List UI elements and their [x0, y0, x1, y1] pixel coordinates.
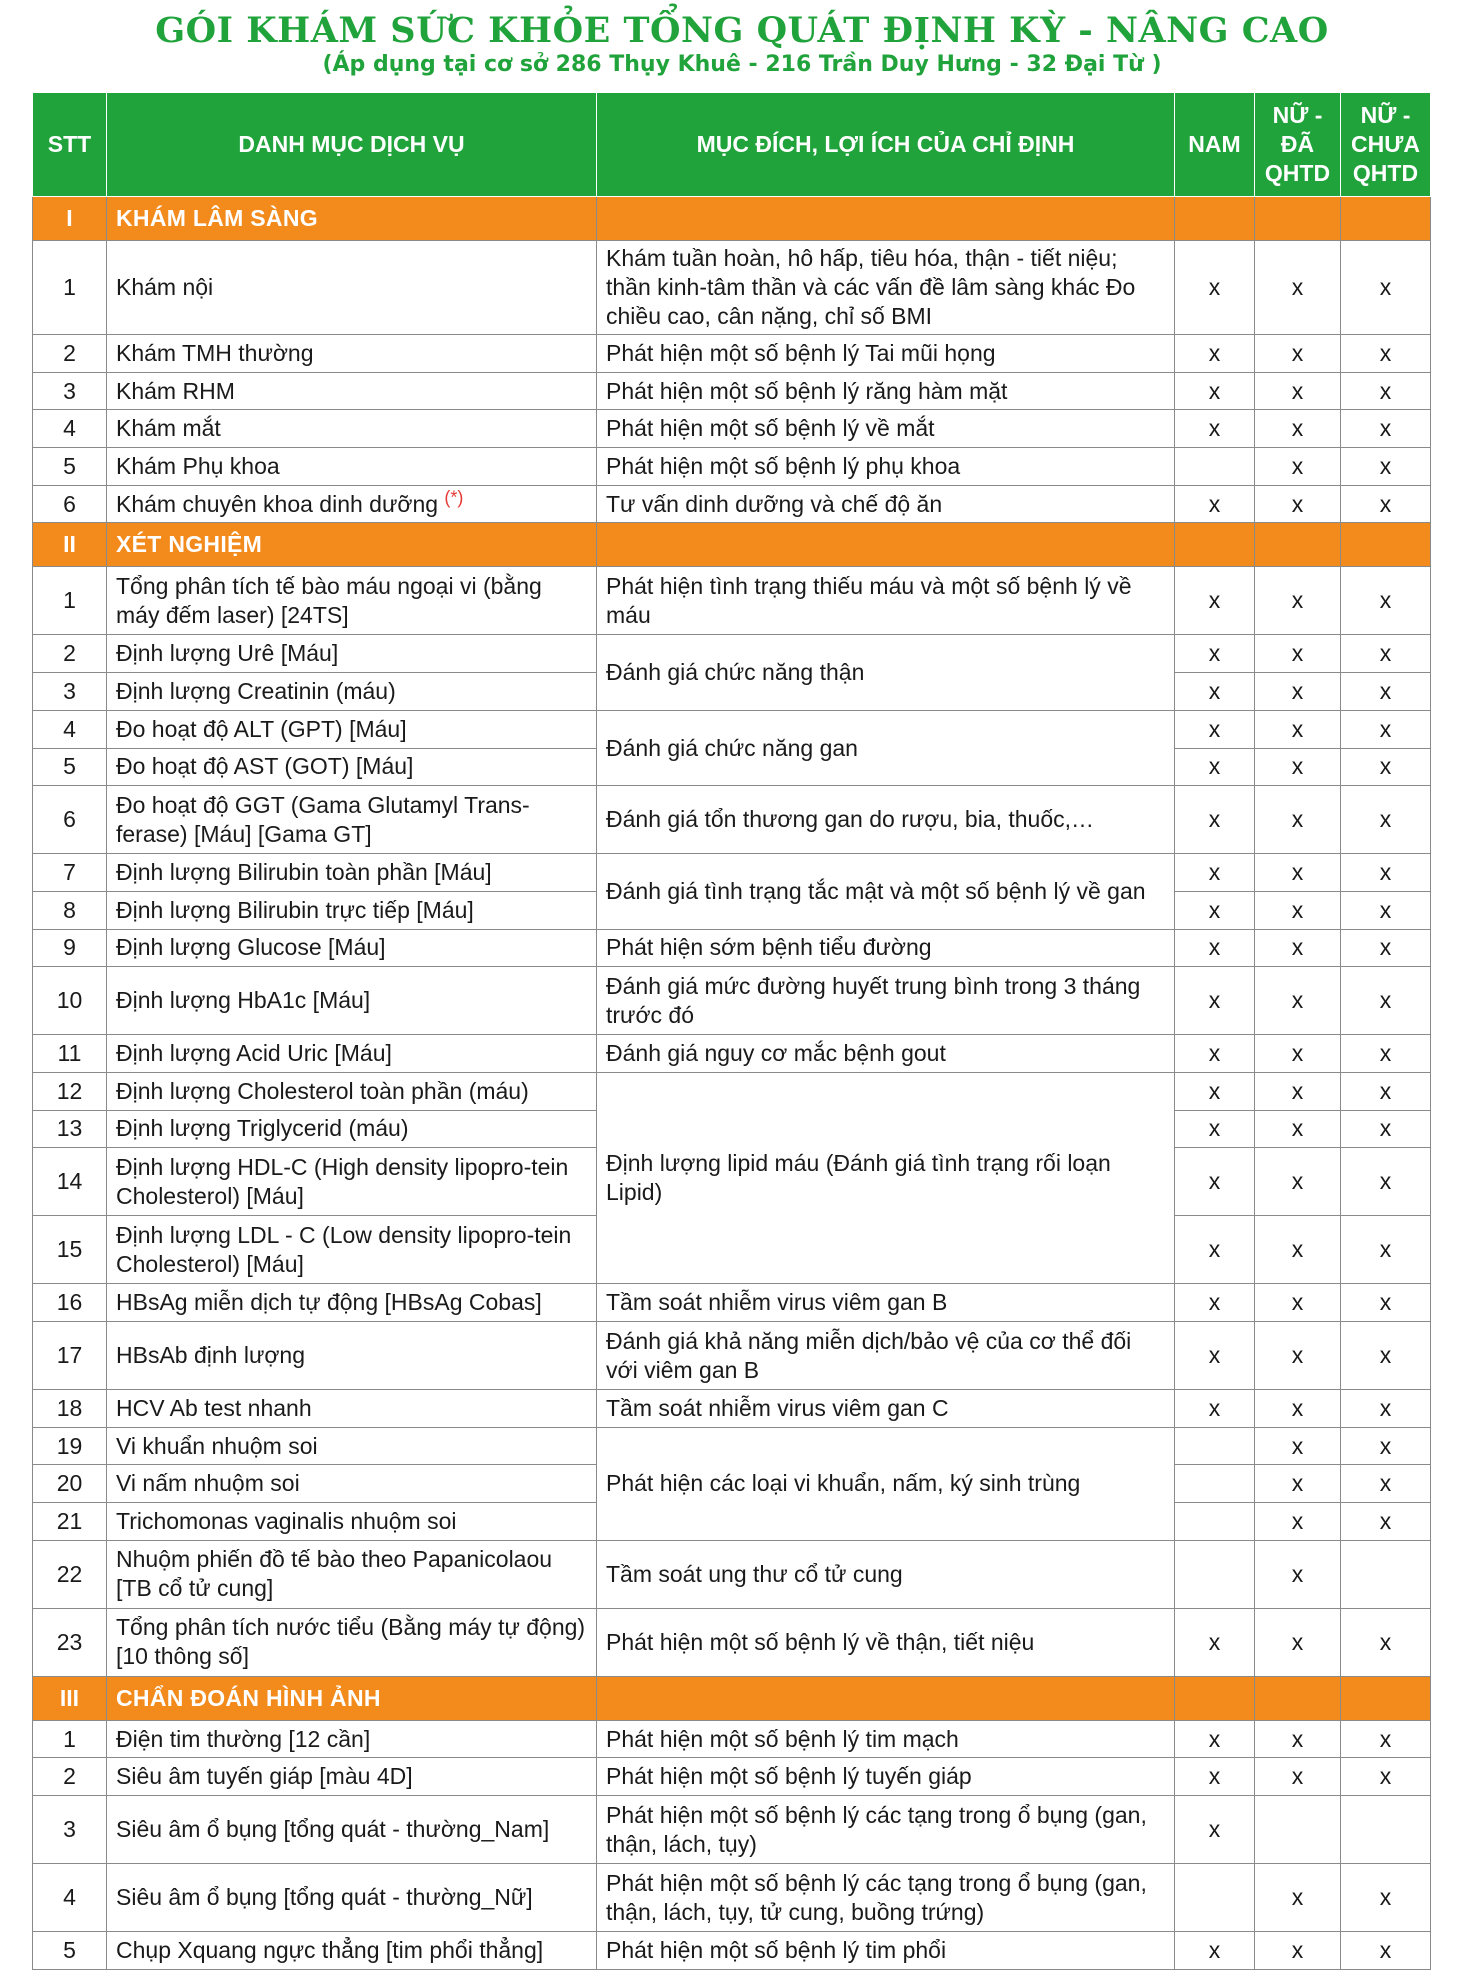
female-married-mark: x [1255, 1608, 1341, 1676]
purpose-cell: Tầm soát nhiễm virus viêm gan B [597, 1284, 1175, 1322]
female-married-mark: x [1255, 410, 1341, 448]
table-row: 4 Khám mắt Phát hiện một số bệnh lý về mắt x x x [33, 410, 1431, 448]
service-cell: Khám mắt [107, 410, 597, 448]
service-cell: Tổng phân tích nước tiểu (Bằng máy tự động) [10 thông số] [107, 1608, 597, 1676]
male-mark: x [1175, 410, 1255, 448]
female-married-mark: x [1255, 891, 1341, 929]
table-row: 6 Khám chuyên khoa dinh dưỡng (*) Tư vấn dinh dưỡng và chế độ ăn x x x [33, 485, 1431, 523]
table-row: 16 HBsAg miễn dịch tự động [HBsAg Cobas] Tầm soát nhiễm virus viêm gan B x x x [33, 1284, 1431, 1322]
service-cell: Nhuộm phiến đồ tế bào theo Papanicolaou [TB cổ tử cung] [107, 1540, 597, 1608]
female-unmarried-mark: x [1341, 485, 1431, 523]
service-cell: Định lượng Urê [Máu] [107, 635, 597, 673]
table-row: 12 Định lượng Cholesterol toàn phần (máu) Định lượng lipid máu (Đánh giá tình trạng rối loạn Lipid) x x x [33, 1072, 1431, 1110]
purpose-cell: Đánh giá khả năng miễn dịch/bảo vệ của cơ thể đối với viêm gan B [597, 1322, 1175, 1390]
note-mark: (*) [444, 486, 464, 507]
female-unmarried-mark: x [1341, 1427, 1431, 1465]
section-name: CHẨN ĐOÁN HÌNH ẢNH [107, 1676, 597, 1720]
female-unmarried-mark: x [1341, 1608, 1431, 1676]
table-row: 9 Định lượng Glucose [Máu] Phát hiện sớm bệnh tiểu đường x x x [33, 929, 1431, 967]
female-married-mark: x [1255, 748, 1341, 786]
male-mark: x [1175, 1148, 1255, 1216]
purpose-cell: Phát hiện một số bệnh lý tim mạch [597, 1720, 1175, 1758]
male-mark: x [1175, 1072, 1255, 1110]
purpose-cell: Phát hiện một số bệnh lý các tạng trong ổ bụng (gan, thận, lách, tụy, tử cung, buồng trứng) [597, 1864, 1175, 1932]
service-text: Khám chuyên khoa dinh dưỡng [116, 490, 439, 517]
service-cell: Khám Phụ khoa [107, 448, 597, 486]
table-row: 23 Tổng phân tích nước tiểu (Bằng máy tự động) [10 thông số] Phát hiện một số bệnh lý về thận, tiết niệu x x x [33, 1608, 1431, 1676]
female-unmarried-mark: x [1341, 410, 1431, 448]
male-mark: x [1175, 748, 1255, 786]
female-unmarried-mark: x [1341, 635, 1431, 673]
female-unmarried-mark: x [1341, 673, 1431, 711]
section-row [33, 197, 1431, 241]
female-married-mark: x [1255, 448, 1341, 486]
female-unmarried-mark: x [1341, 1720, 1431, 1758]
purpose-cell: Tầm soát nhiễm virus viêm gan C [597, 1390, 1175, 1428]
female-married-mark: x [1255, 635, 1341, 673]
male-mark: x [1175, 1758, 1255, 1796]
female-unmarried-mark: x [1341, 929, 1431, 967]
purpose-cell: Khám tuần hoàn, hô hấp, tiêu hóa, thận - tiết niệu; thần kinh-tâm thần và các vấn đề lâm sàng khác Đo chiều cao, cân nặng, chỉ số BMI [597, 241, 1175, 335]
table-row: 14 Định lượng HDL-C (High density lipopro-tein Cholesterol) [Máu] x x x [33, 1148, 1431, 1216]
purpose-cell: Phát hiện một số bệnh lý phụ khoa [597, 448, 1175, 486]
service-cell: Định lượng HbA1c [Máu] [107, 967, 597, 1035]
purpose-cell: Đánh giá chức năng gan [597, 710, 1175, 785]
female-married-mark: x [1255, 1864, 1341, 1932]
section-name: KHÁM LÂM SÀNG [107, 197, 597, 241]
female-unmarried-mark: x [1341, 1758, 1431, 1796]
service-cell: Trichomonas vaginalis nhuộm soi [107, 1503, 597, 1541]
service-cell: Điện tim thường [12 cần] [107, 1720, 597, 1758]
male-mark: x [1175, 786, 1255, 854]
male-mark: x [1175, 1035, 1255, 1073]
service-table [32, 92, 1431, 1970]
table-row: 1 Tổng phân tích tế bào máu ngoại vi (bằng máy đếm laser) [24TS] Phát hiện tình trạng thiếu máu và một số bệnh lý về máu x x x [33, 567, 1431, 635]
male-mark: x [1175, 1216, 1255, 1284]
header-stt: STT [33, 93, 107, 197]
header-female-unmarried: NỮ - CHƯA QHTD [1341, 93, 1431, 197]
service-cell: Định lượng Cholesterol toàn phần (máu) [107, 1072, 597, 1110]
female-married-mark: x [1255, 967, 1341, 1035]
table-row: 3 Khám RHM Phát hiện một số bệnh lý răng hàm mặt x x x [33, 372, 1431, 410]
service-cell: Chụp Xquang ngực thẳng [tim phổi thẳng] [107, 1932, 597, 1970]
female-unmarried-mark: x [1341, 786, 1431, 854]
purpose-cell: Phát hiện một số bệnh lý răng hàm mặt [597, 372, 1175, 410]
female-married-mark: x [1255, 485, 1341, 523]
table-row: 3 Siêu âm ổ bụng [tổng quát - thường_Nam] Phát hiện một số bệnh lý các tạng trong ổ bụng (gan, thận, lách, tụy) x [33, 1796, 1431, 1864]
table-row: 17 HBsAb định lượng Đánh giá khả năng miễn dịch/bảo vệ của cơ thể đối với viêm gan B x x x [33, 1322, 1431, 1390]
female-unmarried-mark: x [1341, 1864, 1431, 1932]
service-cell: Định lượng LDL - C (Low density lipopro-tein Cholesterol) [Máu] [107, 1216, 597, 1284]
purpose-cell: Phát hiện một số bệnh lý Tai mũi họng [597, 335, 1175, 373]
female-married-mark: x [1255, 1932, 1341, 1970]
male-mark: x [1175, 635, 1255, 673]
female-married-mark: x [1255, 1720, 1341, 1758]
female-married-mark: x [1255, 1148, 1341, 1216]
header-female-married: NỮ - ĐÃ QHTD [1255, 93, 1341, 197]
female-married-mark: x [1255, 1216, 1341, 1284]
purpose-cell: Đánh giá chức năng thận [597, 635, 1175, 710]
table-row: 10 Định lượng HbA1c [Máu] Đánh giá mức đường huyết trung bình trong 3 tháng trước đó x x x [33, 967, 1431, 1035]
section-number: III [33, 1676, 107, 1720]
section-row [33, 523, 1431, 567]
purpose-cell: Phát hiện sớm bệnh tiểu đường [597, 929, 1175, 967]
male-mark: x [1175, 1110, 1255, 1148]
purpose-cell: Phát hiện một số bệnh lý về mắt [597, 410, 1175, 448]
section-row [33, 1676, 1431, 1720]
female-unmarried-mark: x [1341, 967, 1431, 1035]
male-mark: x [1175, 1932, 1255, 1970]
female-married-mark: x [1255, 567, 1341, 635]
service-cell: HCV Ab test nhanh [107, 1390, 597, 1428]
male-mark: x [1175, 1390, 1255, 1428]
table-row: 20 Vi nấm nhuộm soi x x [33, 1465, 1431, 1503]
page-subtitle: (Áp dụng tại cơ sở 286 Thụy Khuê - 216 Trần Duy Hưng - 32 Đại Từ ) [322, 52, 1162, 77]
service-cell: HBsAb định lượng [107, 1322, 597, 1390]
female-married-mark: x [1255, 1758, 1341, 1796]
table-row: 11 Định lượng Acid Uric [Máu] Đánh giá nguy cơ mắc bệnh gout x x x [33, 1035, 1431, 1073]
male-mark: x [1175, 673, 1255, 711]
male-mark: x [1175, 335, 1255, 373]
table-row: 8 Định lượng Bilirubin trực tiếp [Máu] x x x [33, 891, 1431, 929]
table-row: 13 Định lượng Triglycerid (máu) x x x [33, 1110, 1431, 1148]
male-mark: x [1175, 1720, 1255, 1758]
service-cell: Vi nấm nhuộm soi [107, 1465, 597, 1503]
purpose-cell: Đánh giá nguy cơ mắc bệnh gout [597, 1035, 1175, 1073]
female-unmarried-mark: x [1341, 1503, 1431, 1541]
female-unmarried-mark: x [1341, 1284, 1431, 1322]
female-unmarried-mark: x [1341, 241, 1431, 335]
male-mark: x [1175, 1608, 1255, 1676]
page-title: GÓI KHÁM SỨC KHỎE TỔNG QUÁT ĐỊNH KỲ - NÂNG CAO [155, 10, 1329, 51]
service-cell: Siêu âm ổ bụng [tổng quát - thường_Nữ] [107, 1864, 597, 1932]
male-mark: x [1175, 567, 1255, 635]
service-cell: Đo hoạt độ GGT (Gama Glutamyl Trans-ferase) [Máu] [Gama GT] [107, 786, 597, 854]
section-number: I [33, 197, 107, 241]
purpose-cell: Phát hiện một số bệnh lý tim phổi [597, 1932, 1175, 1970]
female-married-mark: x [1255, 241, 1341, 335]
female-married-mark: x [1255, 1390, 1341, 1428]
service-cell: Định lượng Creatinin (máu) [107, 673, 597, 711]
female-unmarried-mark: x [1341, 1932, 1431, 1970]
female-unmarried-mark: x [1341, 1148, 1431, 1216]
female-married-mark: x [1255, 1322, 1341, 1390]
table-row: 7 Định lượng Bilirubin toàn phần [Máu] Đánh giá tình trạng tắc mật và một số bệnh lý về gan x x x [33, 854, 1431, 892]
service-cell [107, 485, 597, 523]
male-mark: x [1175, 710, 1255, 748]
header-service: DANH MỤC DỊCH VỤ [107, 93, 597, 197]
male-mark: x [1175, 485, 1255, 523]
table-row: 2 Định lượng Urê [Máu] Đánh giá chức năng thận x x x [33, 635, 1431, 673]
service-cell: Khám RHM [107, 372, 597, 410]
female-married-mark: x [1255, 786, 1341, 854]
service-cell: Đo hoạt độ AST (GOT) [Máu] [107, 748, 597, 786]
male-mark: x [1175, 1284, 1255, 1322]
purpose-cell: Tầm soát ung thư cổ tử cung [597, 1540, 1175, 1608]
service-cell: Siêu âm tuyến giáp [màu 4D] [107, 1758, 597, 1796]
table-row: 5 Khám Phụ khoa Phát hiện một số bệnh lý phụ khoa x x [33, 448, 1431, 486]
table-row: 21 Trichomonas vaginalis nhuộm soi x x [33, 1503, 1431, 1541]
female-married-mark: x [1255, 710, 1341, 748]
section-name: XÉT NGHIỆM [107, 523, 597, 567]
table-row: 2 Siêu âm tuyến giáp [màu 4D] Phát hiện một số bệnh lý tuyến giáp x x x [33, 1758, 1431, 1796]
section-number: II [33, 523, 107, 567]
service-cell: Vi khuẩn nhuộm soi [107, 1427, 597, 1465]
female-unmarried-mark: x [1341, 1035, 1431, 1073]
service-cell: Định lượng Bilirubin trực tiếp [Máu] [107, 891, 597, 929]
male-mark: x [1175, 241, 1255, 335]
female-unmarried-mark: x [1341, 748, 1431, 786]
male-mark: x [1175, 372, 1255, 410]
female-married-mark: x [1255, 1284, 1341, 1322]
table-row: 2 Khám TMH thường Phát hiện một số bệnh lý Tai mũi họng x x x [33, 335, 1431, 373]
female-unmarried-mark: x [1341, 1390, 1431, 1428]
table-row: 19 Vi khuẩn nhuộm soi Phát hiện các loại vi khuẩn, nấm, ký sinh trùng x x [33, 1427, 1431, 1465]
female-married-mark: x [1255, 335, 1341, 373]
table-row: 15 Định lượng LDL - C (Low density lipopro-tein Cholesterol) [Máu] x x x [33, 1216, 1431, 1284]
service-cell: HBsAg miễn dịch tự động [HBsAg Cobas] [107, 1284, 597, 1322]
table-row: 1 Điện tim thường [12 cần] Phát hiện một số bệnh lý tim mạch x x x [33, 1720, 1431, 1758]
header-male: NAM [1175, 93, 1255, 197]
table-header-row [33, 93, 1431, 197]
service-cell: Định lượng Bilirubin toàn phần [Máu] [107, 854, 597, 892]
female-unmarried-mark: x [1341, 1465, 1431, 1503]
purpose-cell: Phát hiện một số bệnh lý tuyến giáp [597, 1758, 1175, 1796]
purpose-cell: Đánh giá tình trạng tắc mật và một số bệnh lý về gan [597, 854, 1175, 929]
female-married-mark: x [1255, 1540, 1341, 1608]
female-married-mark: x [1255, 1072, 1341, 1110]
header-purpose: MỤC ĐÍCH, LỢI ÍCH CỦA CHỈ ĐỊNH [597, 93, 1175, 197]
male-mark: x [1175, 929, 1255, 967]
female-married-mark: x [1255, 929, 1341, 967]
female-unmarried-mark: x [1341, 1322, 1431, 1390]
female-married-mark: x [1255, 673, 1341, 711]
male-mark: x [1175, 1796, 1255, 1864]
purpose-cell: Định lượng lipid máu (Đánh giá tình trạng rối loạn Lipid) [597, 1072, 1175, 1283]
male-mark: x [1175, 891, 1255, 929]
service-cell: Định lượng Triglycerid (máu) [107, 1110, 597, 1148]
male-mark: x [1175, 854, 1255, 892]
female-married-mark: x [1255, 1035, 1341, 1073]
female-married-mark: x [1255, 1110, 1341, 1148]
purpose-cell: Phát hiện tình trạng thiếu máu và một số bệnh lý về máu [597, 567, 1175, 635]
table-row: 6 Đo hoạt độ GGT (Gama Glutamyl Trans-ferase) [Máu] [Gama GT] Đánh giá tổn thương gan do rượu, bia, thuốc,… x x x [33, 786, 1431, 854]
table-row: 18 HCV Ab test nhanh Tầm soát nhiễm virus viêm gan C x x x [33, 1390, 1431, 1428]
female-unmarried-mark: x [1341, 710, 1431, 748]
table-row: 5 Đo hoạt độ AST (GOT) [Máu] x x x [33, 748, 1431, 786]
purpose-cell: Đánh giá mức đường huyết trung bình trong 3 tháng trước đó [597, 967, 1175, 1035]
table-row: 4 Siêu âm ổ bụng [tổng quát - thường_Nữ] Phát hiện một số bệnh lý các tạng trong ổ bụng (gan, thận, lách, tụy, tử cung, buồng trứng) x x [33, 1864, 1431, 1932]
service-cell: Tổng phân tích tế bào máu ngoại vi (bằng máy đếm laser) [24TS] [107, 567, 597, 635]
female-unmarried-mark: x [1341, 854, 1431, 892]
service-cell: Khám nội [107, 241, 597, 335]
female-unmarried-mark: x [1341, 372, 1431, 410]
female-married-mark: x [1255, 854, 1341, 892]
purpose-cell: Tư vấn dinh dưỡng và chế độ ăn [597, 485, 1175, 523]
purpose-cell: Phát hiện một số bệnh lý các tạng trong ổ bụng (gan, thận, lách, tụy) [597, 1796, 1175, 1864]
purpose-cell: Đánh giá tổn thương gan do rượu, bia, thuốc,… [597, 786, 1175, 854]
table-row: 3 Định lượng Creatinin (máu) x x x [33, 673, 1431, 711]
female-unmarried-mark: x [1341, 1216, 1431, 1284]
service-cell: Định lượng Acid Uric [Máu] [107, 1035, 597, 1073]
purpose-cell: Phát hiện một số bệnh lý về thận, tiết niệu [597, 1608, 1175, 1676]
female-married-mark: x [1255, 372, 1341, 410]
female-unmarried-mark: x [1341, 1072, 1431, 1110]
female-married-mark: x [1255, 1427, 1341, 1465]
table-row: 4 Đo hoạt độ ALT (GPT) [Máu] Đánh giá chức năng gan x x x [33, 710, 1431, 748]
table-row: 5 Chụp Xquang ngực thẳng [tim phổi thẳng] Phát hiện một số bệnh lý tim phổi x x x [33, 1932, 1431, 1970]
service-cell: Siêu âm ổ bụng [tổng quát - thường_Nam] [107, 1796, 597, 1864]
service-cell: Khám TMH thường [107, 335, 597, 373]
female-married-mark: x [1255, 1465, 1341, 1503]
table-row: 22 Nhuộm phiến đồ tế bào theo Papanicolaou [TB cổ tử cung] Tầm soát ung thư cổ tử cung x [33, 1540, 1431, 1608]
female-unmarried-mark: x [1341, 335, 1431, 373]
female-unmarried-mark: x [1341, 448, 1431, 486]
service-cell: Định lượng HDL-C (High density lipopro-tein Cholesterol) [Máu] [107, 1148, 597, 1216]
female-unmarried-mark: x [1341, 891, 1431, 929]
female-unmarried-mark: x [1341, 567, 1431, 635]
table-row: 1 Khám nội Khám tuần hoàn, hô hấp, tiêu hóa, thận - tiết niệu; thần kinh-tâm thần và các vấn đề lâm sàng khác Đo chiều cao, cân nặng, chỉ số BMI x x x [33, 241, 1431, 335]
male-mark: x [1175, 967, 1255, 1035]
female-married-mark: x [1255, 1503, 1341, 1541]
service-cell: Định lượng Glucose [Máu] [107, 929, 597, 967]
female-unmarried-mark: x [1341, 1110, 1431, 1148]
service-cell: Đo hoạt độ ALT (GPT) [Máu] [107, 710, 597, 748]
purpose-cell: Phát hiện các loại vi khuẩn, nấm, ký sinh trùng [597, 1427, 1175, 1540]
male-mark: x [1175, 1322, 1255, 1390]
